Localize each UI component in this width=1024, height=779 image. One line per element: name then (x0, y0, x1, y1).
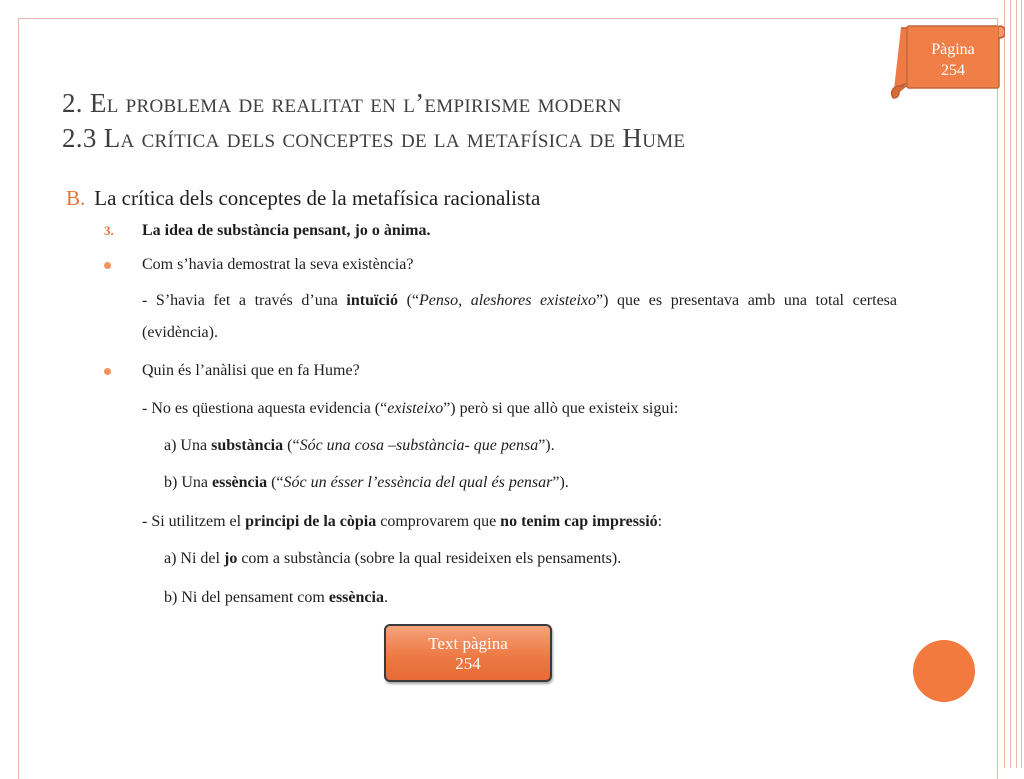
title-line1: 2. El problema de realitat en l’empirisme modern (62, 88, 622, 118)
answer-paragraph: - S’havia fet a través d’una intuïció (“Penso, aleshores existeixo”) que es presentava amb una total certesa (evidència). (142, 292, 897, 341)
answer-subitem: a) Ni del jo com a substància (sobre la qual resideixen els pensaments). (164, 550, 622, 567)
section-heading (66, 186, 540, 211)
answer-line: - No es qüestiona aquesta evidencia (“existeixo”) però si que allò que existeix sigui: (142, 400, 679, 417)
section-marker: B. (66, 186, 86, 210)
frame-line (1004, 0, 1005, 768)
question-text: Quin és l’anàlisi que en fa Hume? (142, 362, 360, 379)
frame-line (1021, 0, 1022, 768)
answer-subitem: b) Ni del pensament com essència. (164, 589, 388, 606)
text-page-button[interactable] (384, 624, 552, 682)
frame-line (1010, 0, 1011, 768)
bullet-icon (104, 262, 111, 269)
title-line2: 2.3 La crítica dels conceptes de la metafísica de Hume (62, 123, 686, 153)
item-text: La idea de substància pensant, jo o ànima. (142, 222, 431, 239)
badge-line2: 254 (941, 62, 965, 79)
answer-subitem: b) Una essència (“Sóc un ésser l’essència del qual és pensar”). (164, 474, 569, 491)
decorative-circle (913, 640, 975, 702)
bullet-icon (104, 368, 111, 375)
badge-line1: Pàgina (931, 41, 975, 58)
answer-line: - Si utilitzem el principi de la còpia comprovarem que no tenim cap impressió: (142, 513, 663, 530)
item-number: 3. (104, 223, 114, 238)
slide-title (62, 86, 685, 156)
answer-subitem: a) Una substància (“Sóc una cosa –substància- que pensa”). (164, 437, 555, 454)
button-line2: 254 (455, 654, 481, 673)
frame-line (1016, 0, 1017, 768)
page-badge[interactable] (887, 20, 1005, 100)
section-text: La crítica dels conceptes de la metafísica racionalista (94, 186, 541, 210)
question-text: Com s’havia demostrat la seva existència? (142, 256, 414, 273)
button-line1: Text pàgina (428, 634, 508, 653)
scroll-shape-icon (887, 20, 1005, 100)
